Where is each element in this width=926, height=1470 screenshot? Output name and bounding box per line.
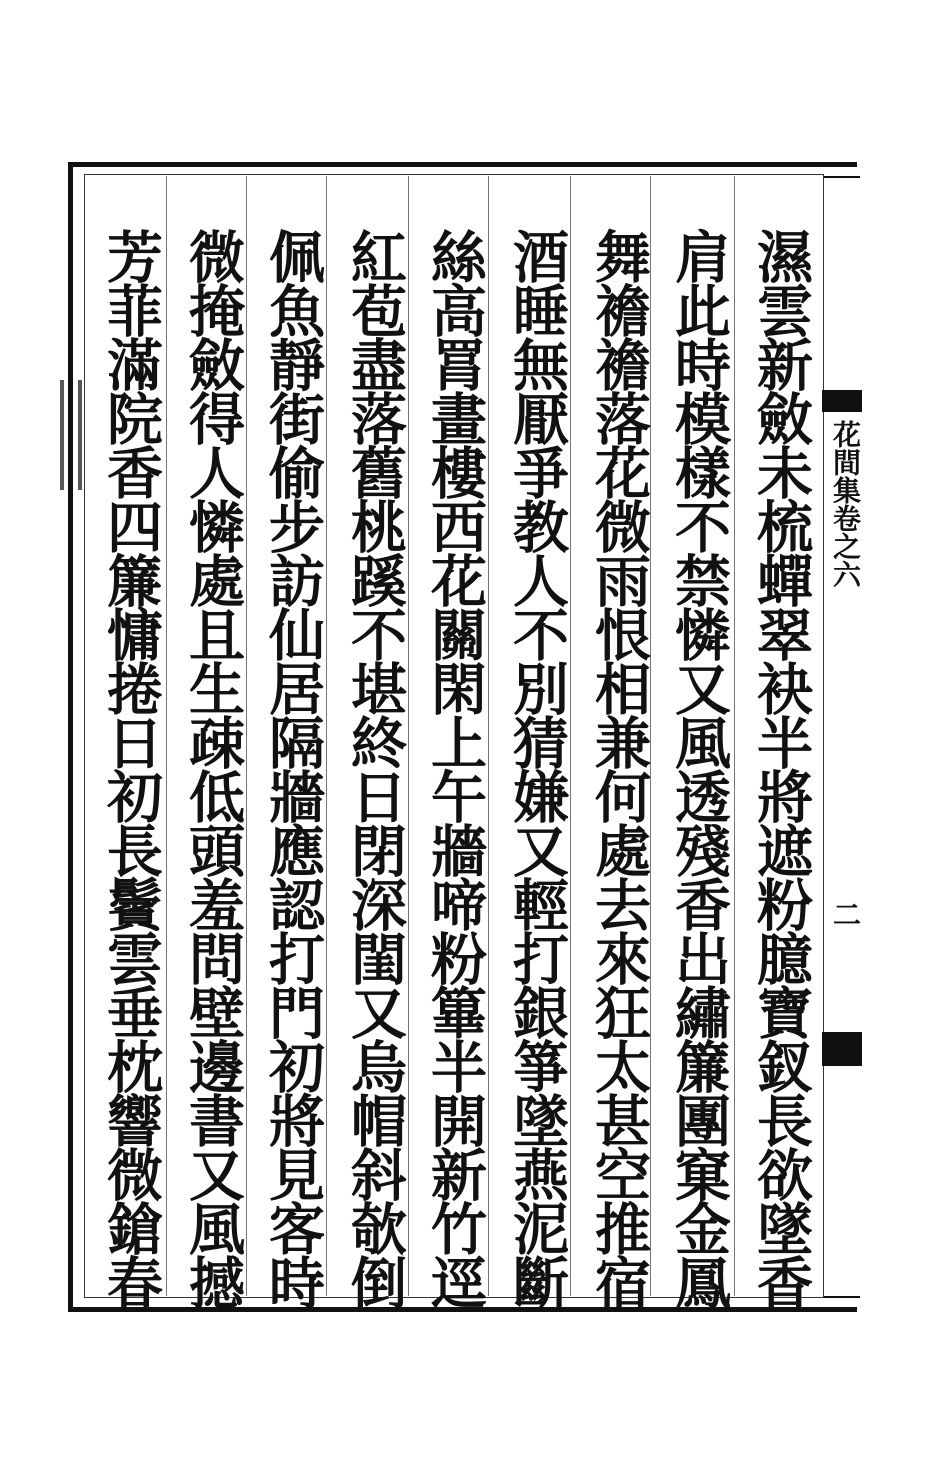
fish-tail-bottom xyxy=(822,1032,862,1066)
text-column-5: 絲高罥畫樓西花關閑上午牆啼粉篳半開新竹逕 xyxy=(422,228,488,1308)
text-column-8: 微掩斂得人憐處且生疎低頭羞問壁邊書又風撼 xyxy=(180,228,246,1308)
banxin-title: 花間集卷之六 xyxy=(829,420,862,588)
banxin-page-number: 二 xyxy=(829,900,862,928)
fish-tail-top xyxy=(822,390,862,412)
banxin-bottom-line xyxy=(824,1296,860,1298)
column-rule xyxy=(166,176,167,1296)
banxin-top-line xyxy=(824,176,860,178)
text-column-7: 佩魚靜街偷步訪仙居隔牆應認打門初將見客時 xyxy=(260,228,326,1308)
text-column-6: 紅苞盡落舊桃蹊不堪終日閉深閨又烏帽斜欹倒 xyxy=(342,228,408,1308)
text-column-4: 酒睡無厭爭教人不別猜嫌又輕打銀箏墜燕泥斷 xyxy=(504,228,570,1308)
text-column-2: 肩此時模樣不禁憐又風透殘香出繡簾團窠金鳳 xyxy=(666,228,732,1308)
text-column-1: 濕雲新斂未梳蟬翠袂半將遮粉臆寶釵長欲墜香 xyxy=(748,228,814,1308)
column-rule xyxy=(734,176,735,1296)
ink-smudge xyxy=(60,380,82,490)
text-column-3: 舞襜襜落花微雨恨相兼何處去來狂太甚空推宿 xyxy=(586,228,652,1308)
text-column-9: 芳菲滿院香四簾慵捲日初長鬢雲垂枕響微鎗春 xyxy=(98,228,164,1308)
